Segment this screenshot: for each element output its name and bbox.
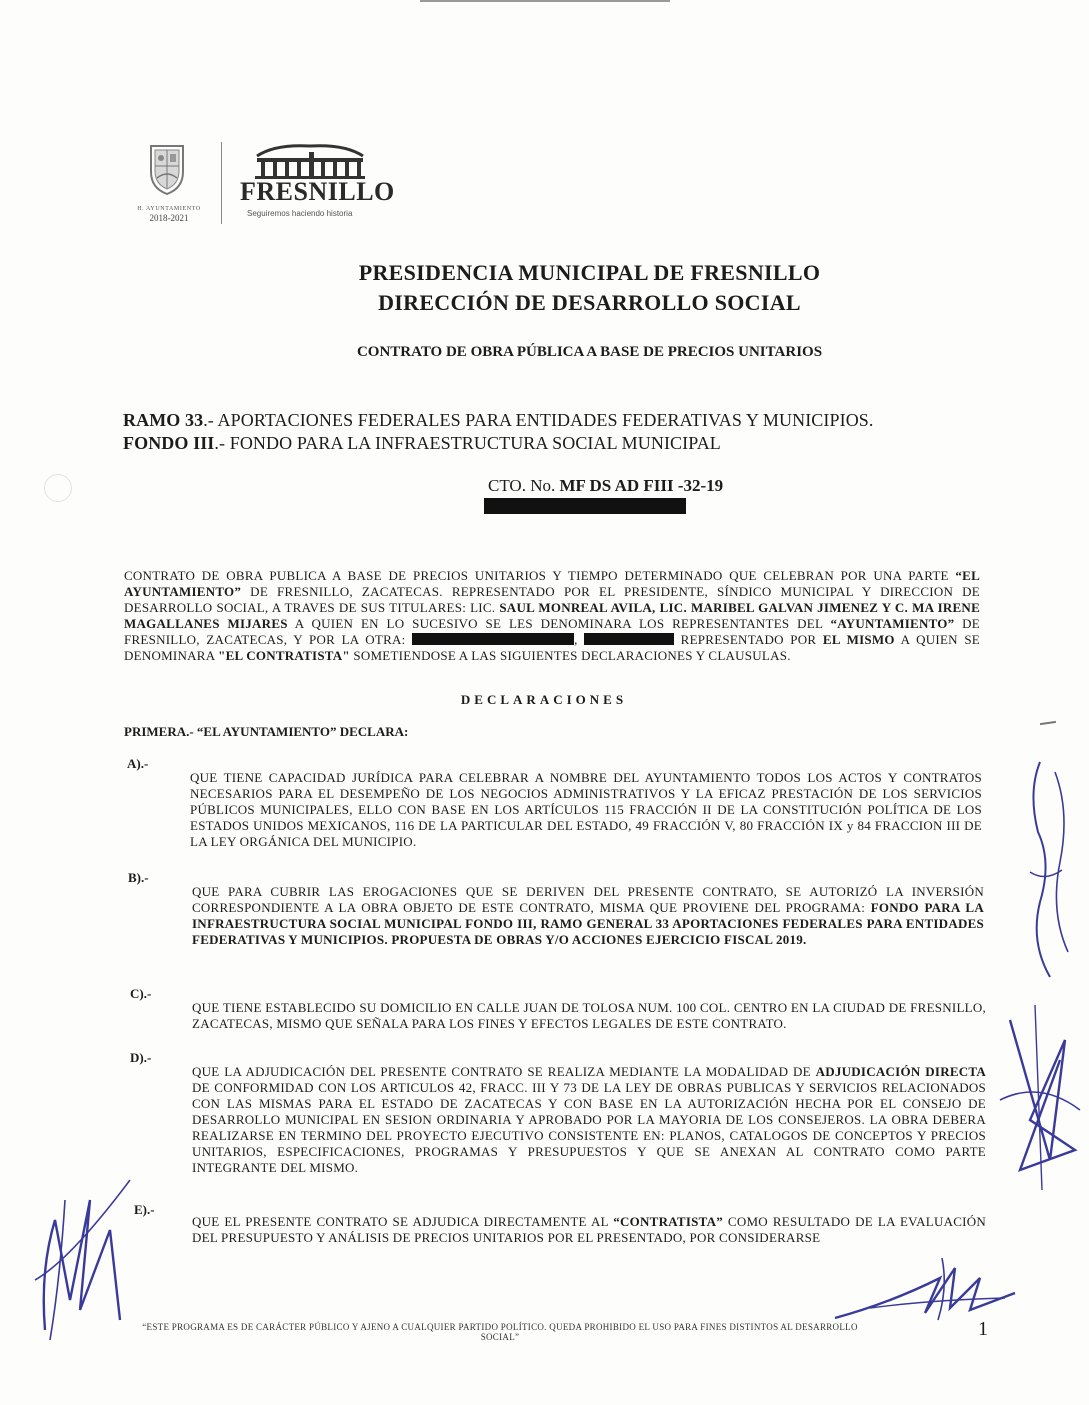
intro-paragraph: CONTRATO DE OBRA PUBLICA A BASE DE PRECIOS UNITARIOS Y TIEMPO DETERMINADO QUE CELEBRAN POR UNA PARTE “EL AYUNTAMIENTO” DE FRESNILLO, ZACATECAS. REPRESENTADO POR EL PRESIDENTE, SÍNDICO MUNICIPAL Y DIRECCION DE DESARROLLO SOCIAL, A TRAVES DE SUS TITULARES: LIC. SAUL MONREAL AVILA, LIC. MARIBEL GALVAN JIMENEZ Y C. MA IRENE MAGALLANES MIJARES A QUIEN EN LO SUCESIVO SE LES DENOMINARA LOS REPRESENTANTES DEL “AYUNTAMIENTO” DE FRESNILLO, ZACATECAS, Y POR LA OTRA: , REPRESENTADO POR EL MISMO A QUIEN SE DENOMINARA "EL CONTRATISTA" SOMETIENDOSE A LAS SIGUIENTES DECLARACIONES Y CLAUSULAS.	[124, 568, 980, 663]
clause-d-body: QUE LA ADJUDICACIÓN DEL PRESENTE CONTRATO SE REALIZA MEDIANTE LA MODALIDAD DE	[192, 1064, 816, 1079]
scan-edge-line	[420, 0, 670, 2]
coat-of-arms-icon	[145, 142, 189, 196]
redaction-bar	[412, 633, 574, 645]
clause-b-label: B).-	[128, 870, 149, 885]
signature-bottom-right	[830, 1248, 1020, 1328]
redaction-bar	[584, 633, 674, 645]
clause-d-modality: ADJUDICACIÓN DIRECTA	[815, 1064, 986, 1079]
intro-text: SOMETIENDOSE A LAS SIGUIENTES DECLARACIONES Y CLAUSULAS.	[349, 648, 791, 663]
intro-text: DE FRESNILLO, ZACATECAS. REPRESENTADO POR EL PRESIDENTE, SÍNDICO MUNICIPAL Y DIRECCION DE DESARROLLO SOCIAL, A TRAVES DE SUS TITULARES: LIC.	[124, 584, 980, 615]
clause-e-contratista: “CONTRATISTA”	[613, 1214, 723, 1229]
intro-bold: EL MISMO	[822, 632, 895, 647]
clause-e-text	[192, 1214, 986, 1246]
clause-d-label: D).-	[130, 1050, 152, 1065]
intro-bold: "EL CONTRATISTA"	[218, 648, 350, 663]
fondo-label: FONDO III	[123, 433, 215, 453]
clause-e-label: E).-	[134, 1202, 155, 1217]
signature-left-margin	[30, 1160, 140, 1350]
fondo-text: .- FONDO PARA LA INFRAESTRUCTURA SOCIAL MUNICIPAL	[214, 433, 721, 453]
ayuntamiento-label: H. AYUNTAMIENTO	[137, 206, 201, 212]
city-logo-wordmark: FRESNILLO	[240, 177, 395, 206]
clause-d-body: DE CONFORMIDAD CON LOS ARTICULOS 42, FRACC. III Y 73 DE LA LEY DE OBRAS PUBLICAS Y SERVICIOS RELACIONADOS CON LAS MISMAS PARA EL ESTADO DE ZACATECAS Y CON BASE EN LA AUTORIZACIÓN HECHA POR EL CONSEJO DE DESARROLLO MUNICIPAL EN SESION ORDINARIA Y APROBADO POR LA MAYORIA DE LOS CONSEJEROS. LA OBRA DEBERA REALIZARSE EN TERMINO DEL PROYECTO EJECUTIVO CONSISTENTE EN: PLANOS, CATALOGOS DE CONCEPTOS Y PRECIOS UNITARIOS, ESPECIFICACIONES, PROGRAMAS Y PRESUPUESTOS Y QUE SE ANEXAN AL CONTRATO COMO PARTE INTEGRANTE DEL MISMO.	[192, 1080, 986, 1175]
intro-bold: “AYUNTAMIENTO”	[830, 616, 955, 631]
administration-years: 2018-2021	[149, 213, 189, 223]
clause-b-text	[192, 884, 984, 948]
intro-text: DE FRESNILLO, ZACATECAS, Y POR LA OTRA:	[124, 616, 980, 647]
footer-legend: “ESTE PROGRAMA ES DE CARÁCTER PÚBLICO Y AJENO A CUALQUIER PARTIDO POLÍTICO. QUEDA PROHIBIDO EL USO PARA FINES DISTINTOS AL DESARROLLO SOCIAL”	[142, 1322, 858, 1342]
ramo-line	[123, 410, 874, 431]
punch-hole-mark	[44, 474, 72, 502]
clause-c-label: C).-	[130, 986, 152, 1001]
intro-text: REPRESENTADO POR	[674, 632, 823, 647]
redaction-bar	[484, 498, 686, 514]
clause-e-body: QUE EL PRESENTE CONTRATO SE ADJUDICA DIRECTAMENTE AL	[192, 1214, 614, 1229]
clause-a-text: QUE TIENE CAPACIDAD JURÍDICA PARA CELEBRAR A NOMBRE DEL AYUNTAMIENTO TODOS LOS ACTOS Y CONTRATOS NECESARIOS PARA EL DESEMPEÑO DE LOS NEGOCIOS ADMINISTRATIVOS Y LA EFICAZ PRESTACIÓN DE LOS SERVICIOS PÚBLICOS MUNICIPALES, ELLO CON BASE EN LOS ARTÍCULOS 115 FRACCIÓN II DE LA CONSTITUCIÓN POLÍTICA DE LOS ESTADOS UNIDOS MEXICANOS, 116 DE LA PARTICULAR DEL ESTADO, 49 FRACCIÓN V, 80 FRACCIÓN IX y 84 FRACCION III DE LA LEY ORGÁNICA DEL MUNICIPIO.	[190, 770, 982, 849]
title-presidencia: PRESIDENCIA MUNICIPAL DE FRESNILLO	[358, 260, 821, 285]
clause-b-body: QUE PARA CUBRIR LAS EROGACIONES QUE SE DERIVEN DEL PRESENTE CONTRATO, SE AUTORIZÓ LA INVERSIÓN CORRESPONDIENTE A LA OBRA OBJETO DE ESTE CONTRATO, MISMA QUE PROVIENE DEL PROGRAMA:	[192, 884, 984, 915]
fondo-line	[123, 433, 721, 454]
signature-right-margin-bottom	[990, 1000, 1085, 1200]
contract-number-value: MF DS AD FIII -32-19	[559, 476, 724, 495]
intro-bold: “EL AYUNTAMIENTO”	[124, 568, 980, 599]
primera-heading: PRIMERA.- “EL AYUNTAMIENTO” DECLARA:	[124, 724, 409, 739]
page-number: 1	[978, 1318, 988, 1340]
city-slogan: Seguiremos haciendo historia	[247, 209, 353, 218]
clause-c-text: QUE TIENE ESTABLECIDO SU DOMICILIO EN CALLE JUAN DE TOLOSA NUM. 100 COL. CENTRO EN LA CIUDAD DE FRESNILLO, ZACATECAS, MISMO QUE SEÑALA PARA LOS FINES Y EFECTOS LEGALES DE ESTE CONTRATO.	[192, 1000, 986, 1031]
intro-text: A QUIEN SE DENOMINARA	[124, 632, 980, 663]
margin-tick-mark	[1040, 721, 1056, 725]
ramo-label: RAMO 33	[123, 410, 204, 430]
clause-e-body: COMO RESULTADO DE LA EVALUACIÓN DEL PRESUPUESTO Y ANÁLISIS DE PRECIOS UNITARIOS POR EL PRESENTADO, POR CONSIDERARSE	[192, 1214, 986, 1245]
contract-type-title: CONTRATO DE OBRA PÚBLICA A BASE DE PRECIOS UNITARIOS	[356, 344, 823, 360]
contract-number	[488, 476, 723, 496]
signature-right-margin-top	[1000, 752, 1080, 992]
clause-b-program: FONDO PARA LA INFRAESTRUCTURA SOCIAL MUNICIPAL FONDO III, RAMO GENERAL 33 APORTACIONES FEDERALES PARA ENTIDADES FEDERATIVAS Y MUNICIPIOS. PROPUESTA DE OBRAS Y/O ACCIONES EJERCICIO FISCAL 2019.	[192, 900, 984, 947]
clause-d-text	[192, 1064, 986, 1176]
intro-bold: SAUL MONREAL AVILA, LIC. MARIBEL GALVAN JIMENEZ Y C. MA IRENE MAGALLANES MIJARES	[124, 600, 980, 631]
contract-number-prefix: CTO. No.	[488, 476, 560, 495]
clause-a-label: A).-	[127, 756, 149, 771]
declaraciones-heading: DECLARACIONES	[460, 692, 628, 707]
aqueduct-icon	[255, 140, 365, 180]
logo-divider	[221, 142, 222, 224]
ramo-text: .- APORTACIONES FEDERALES PARA ENTIDADES FEDERATIVAS Y MUNICIPIOS.	[203, 410, 874, 430]
intro-text: CONTRATO DE OBRA PUBLICA A BASE DE PRECIOS UNITARIOS Y TIEMPO DETERMINADO QUE CELEBRAN POR UNA PARTE	[124, 568, 956, 583]
title-direccion: DIRECCIÓN DE DESARROLLO SOCIAL	[378, 290, 801, 315]
intro-text: A QUIEN EN LO SUCESIVO SE LES DENOMINARA LOS REPRESENTANTES DEL	[287, 616, 831, 631]
